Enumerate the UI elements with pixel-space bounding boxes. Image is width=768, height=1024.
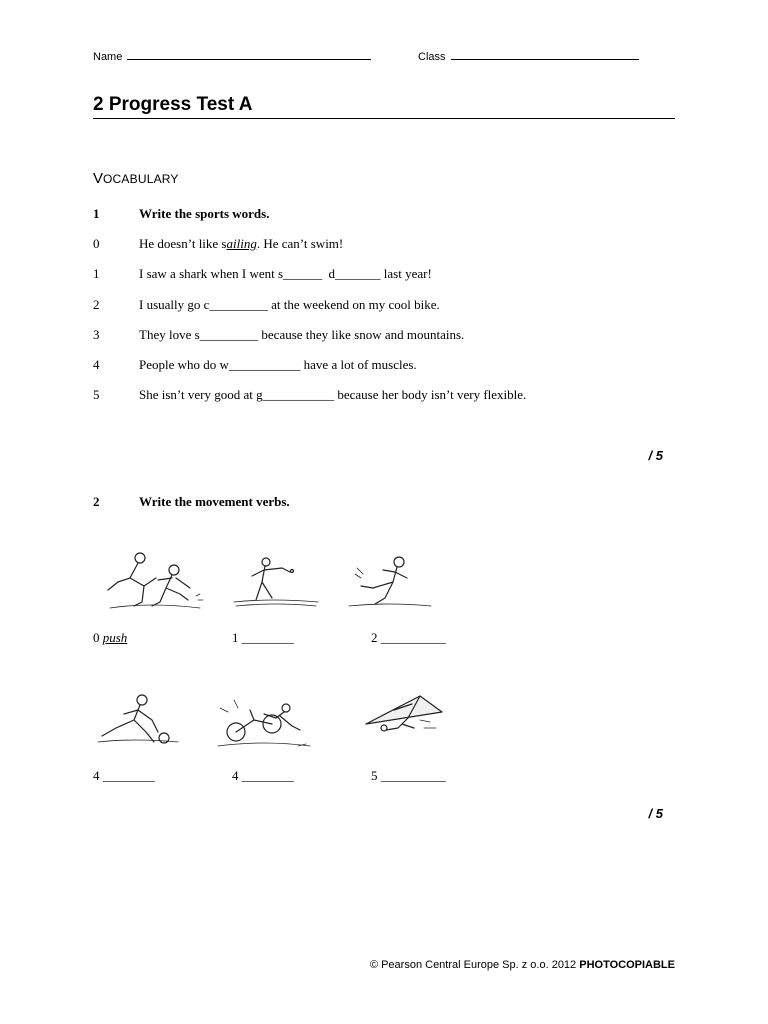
exercise2-number: 2	[93, 494, 100, 509]
class-label: Class	[418, 51, 446, 63]
ex1-item-after: . He can’t swim!	[256, 236, 344, 251]
ex2-answer-push: push	[102, 630, 128, 645]
bounce-illustration-icon	[94, 692, 182, 750]
ex1-item-text[interactable]: People who do w___________ have a lot of muscles.	[139, 357, 417, 372]
ex1-item-num: 5	[93, 387, 100, 402]
ex2-caption-1[interactable]: 1 ________	[232, 630, 294, 645]
section-heading	[93, 170, 179, 188]
exercise1-instruction: Write the sports words.	[139, 206, 270, 221]
ex1-item-text[interactable]: I usually go c_________ at the weekend on my cool bike.	[139, 297, 440, 312]
throw-illustration-icon	[232, 552, 322, 610]
fly-illustration-icon	[360, 690, 446, 746]
exercise2-instruction: Write the movement verbs.	[139, 494, 290, 509]
ex2-caption-4b[interactable]: 4 ________	[232, 768, 294, 783]
ex2-caption-0: 0 push	[93, 630, 128, 645]
ex1-item-text[interactable]: They love s_________ because they like snow and mountains.	[139, 327, 465, 342]
ex1-item-before: He doesn’t like s	[139, 236, 227, 251]
ex1-item-num: 2	[93, 297, 100, 312]
ex1-item-text[interactable]: I saw a shark when I went s______ d_______ last year!	[139, 266, 432, 281]
ex1-item-answer: ailing	[226, 236, 257, 251]
page-title: 2 Progress Test A	[93, 93, 675, 119]
class-line[interactable]	[451, 49, 639, 60]
kick-illustration-icon	[345, 552, 435, 610]
ex1-item-num: 3	[93, 327, 100, 342]
exercise2-score: / 5	[648, 806, 663, 821]
ex1-item-example	[139, 236, 343, 252]
ex2-caption-5[interactable]: 5 __________	[371, 768, 446, 783]
push-illustration-icon	[100, 548, 208, 612]
name-field[interactable]	[93, 49, 371, 64]
ex1-item-num: 4	[93, 357, 100, 372]
class-field[interactable]	[418, 49, 639, 64]
ex2-caption-2[interactable]: 2 __________	[371, 630, 446, 645]
exercise1-score: / 5	[648, 448, 663, 463]
name-line[interactable]	[127, 49, 371, 60]
section-rest: OCABULARY	[103, 172, 179, 186]
exercise1-number: 1	[93, 206, 100, 221]
ex2-caption-4a[interactable]: 4 ________	[93, 768, 155, 783]
footer-copyright: © Pearson Central Europe Sp. z o.o. 2012 PHOTOCOPIABLE	[369, 959, 675, 971]
ex1-item-text[interactable]: She isn’t very good at g___________ because her body isn’t very flexible.	[139, 387, 527, 402]
name-label: Name	[93, 51, 123, 63]
photocopiable-label: PHOTOCOPIABLE	[579, 959, 675, 971]
ex1-item-num: 1	[93, 266, 100, 281]
fall-illustration-icon	[214, 694, 314, 750]
ex1-item-num: 0	[93, 236, 100, 251]
section-first-letter: V	[93, 170, 104, 187]
